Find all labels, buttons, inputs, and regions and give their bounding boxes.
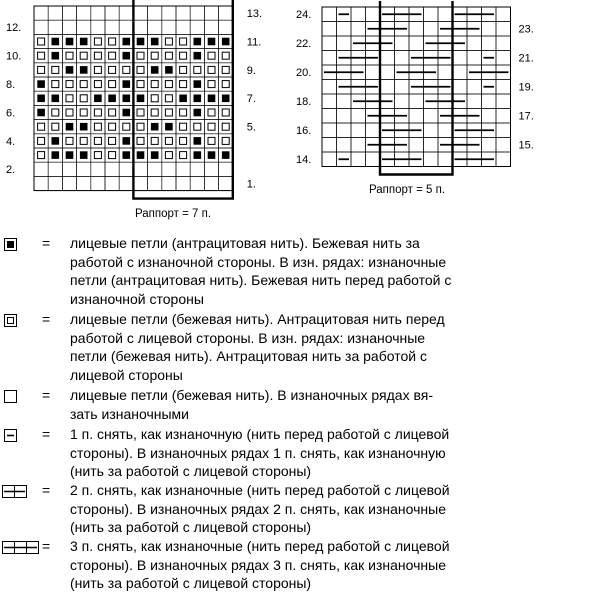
empty-square-icon: [4, 390, 18, 404]
legend-description: 1 п. снять, как изнаночную (нить перед работой с лицевой стороны). В изнаночных рядах 1 п. снять, как изнаночную (нить за работой с лицевой стороны): [70, 426, 450, 479]
right-rapport-label: Раппорт = 5 п.: [369, 184, 446, 196]
row-label: 13.: [246, 8, 263, 20]
legend-equals: =: [42, 311, 51, 327]
legend-item-slip-three: [0, 537, 600, 593]
row-label: 6.: [6, 107, 16, 120]
row-label: 19.: [518, 81, 534, 94]
legend-description: 3 п. снять, как изнаночные (нить перед работой с лицевой стороны). В изнаночных рядах 3 п. снять, как изнаночные (нить за работой с лицевой стороны): [70, 538, 450, 591]
legend-description: лицевые петли (бежевая нить). Антрацитовая нить перед работой с лицевой стороны. В изн. рядах: изнаночные петли (бежевая нить). Антрацитовая нить за работой с лицевой стороны: [70, 311, 445, 383]
row-label: 18.: [296, 96, 312, 108]
row-label: 15.: [518, 139, 534, 152]
legend-item-beige-plain: [0, 386, 600, 426]
legend-description: 2 п. снять, как изнаночные (нить перед работой с лицевой стороны). В изнаночных рядах 2 п. снять, как изнаночные (нить за работой с лицевой стороны): [70, 482, 450, 535]
row-label: 7.: [246, 93, 256, 106]
row-label: 1.: [246, 178, 256, 191]
legend-equals: =: [42, 538, 51, 554]
legend-item-slip-one: [0, 425, 600, 481]
row-label: 21.: [518, 52, 534, 65]
left-rapport-label: Раппорт = 7 п.: [135, 208, 212, 220]
legend-equals: =: [42, 482, 51, 498]
row-label: 8.: [6, 79, 16, 91]
row-label: 12.: [6, 22, 22, 35]
right-knitting-chart: [0, 0, 600, 230]
slip-one-icon: [4, 429, 18, 443]
row-label: 5.: [246, 121, 256, 134]
row-label: 23.: [518, 23, 534, 36]
legend-equals: =: [42, 235, 51, 251]
row-label: 17.: [518, 110, 534, 123]
row-label: 10.: [6, 50, 22, 63]
legend-description: лицевые петли (бежевая нить). В изнаночных рядах вя- зать изнаночными: [70, 387, 433, 422]
filled-square-icon: [4, 238, 18, 252]
row-label: 16.: [296, 125, 312, 137]
legend-description: лицевые петли (антрацитовая нить). Бежевая нить за работой с изнаночной стороны. В изн. рядах: изнаночные петли (антрацитовая нить). Бежевая нить перед работой с изнаночной стороны: [70, 235, 452, 307]
row-label: 9.: [246, 64, 256, 77]
row-label: 4.: [6, 135, 16, 148]
row-label: 20.: [296, 67, 312, 79]
row-label: 11.: [246, 36, 262, 49]
legend-item-slip-two: [0, 481, 600, 537]
legend-item-beige-knit: [0, 310, 600, 386]
double-square-icon: [4, 314, 18, 328]
slip-two-icon: [2, 485, 30, 499]
row-label: 22.: [296, 38, 312, 50]
legend-item-anthracite-knit: [0, 234, 600, 310]
legend-equals: =: [42, 387, 51, 403]
slip-three-icon: [2, 541, 42, 555]
row-label: 24.: [296, 9, 312, 21]
row-label: 2.: [6, 164, 16, 177]
row-label: 14.: [296, 154, 312, 166]
legend-equals: =: [42, 426, 51, 442]
